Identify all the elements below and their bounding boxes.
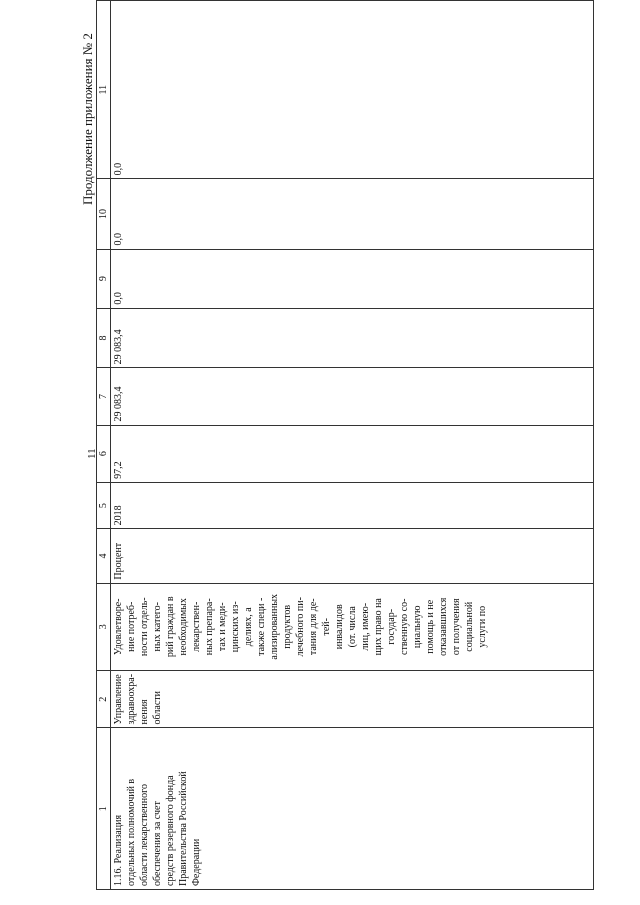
cell-amount: 0,0 xyxy=(111,1,594,179)
header-cell: 10 xyxy=(97,179,111,249)
header-cell: 4 xyxy=(97,529,111,583)
cell-measure-name: 1.16. Реализация отдельных полномочий в области лекарственного обеспечения за счет средств резервного фонда Правительства Российской Федерации xyxy=(111,728,594,890)
cell-executor: Управление здравоохра- нения области xyxy=(111,670,594,727)
table-row xyxy=(111,1,594,890)
page-number: 11 xyxy=(86,448,98,459)
continuation-label: Продолжение приложения № 2 xyxy=(80,33,95,205)
cell-amount: 0,0 xyxy=(111,249,594,308)
header-cell: 8 xyxy=(97,308,111,368)
data-table xyxy=(96,0,594,890)
header-cell: 2 xyxy=(97,670,111,727)
header-cell: 1 xyxy=(97,728,111,890)
header-cell: 11 xyxy=(97,1,111,179)
cell-value: 97,2 xyxy=(111,425,594,482)
header-cell: 7 xyxy=(97,368,111,425)
header-cell: 6 xyxy=(97,425,111,482)
cell-amount: 29 083,4 xyxy=(111,308,594,368)
header-cell: 5 xyxy=(97,482,111,529)
cell-amount: 0,0 xyxy=(111,179,594,249)
cell-indicator: Удовлетворе- ние потреб- ности отдель- ных катего- рий граждан в необходимых лекарствен- ных препара- тах и меди- цинских из- делиях, а также специ - ализированных продуктов лечебного пи- тания для де- тей- инвалидов (от. числа лиц, имею- щих право на государ- ственную со- циальную помощь и не отказавшихся от получения социальной услуги по xyxy=(111,583,594,670)
header-row xyxy=(97,1,111,890)
cell-amount: 29 083,4 xyxy=(111,368,594,425)
header-cell: 3 xyxy=(97,583,111,670)
cell-unit: Процент xyxy=(111,529,594,583)
header-cell: 9 xyxy=(97,249,111,308)
cell-year: 2018 xyxy=(111,482,594,529)
